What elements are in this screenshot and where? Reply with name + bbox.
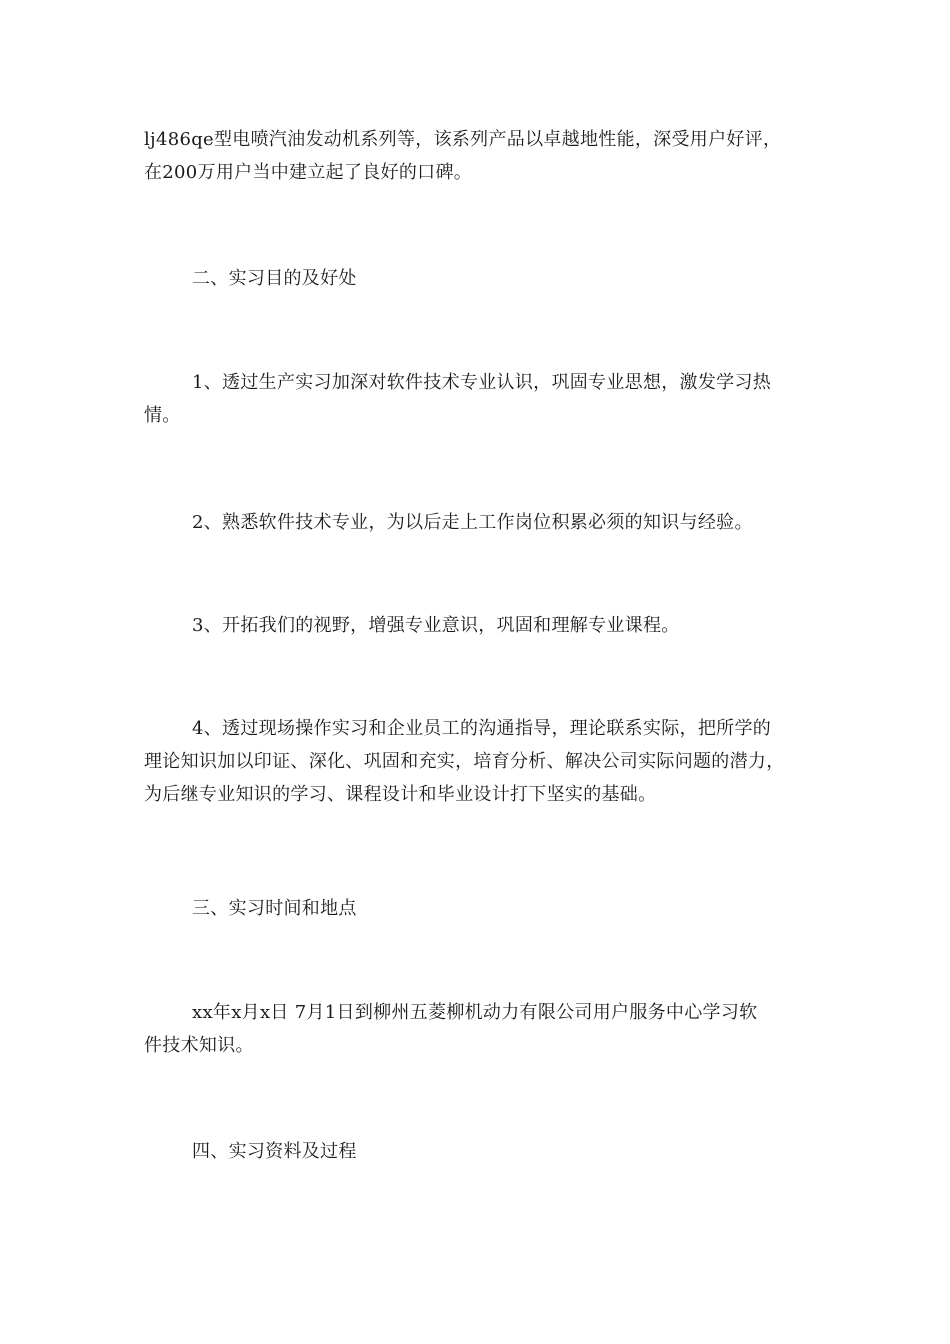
paragraph-line: 4、透过现场操作实习和企业员工的沟通指导，理论联系实际，把所学的	[192, 718, 772, 739]
list-item-2	[144, 506, 814, 539]
heading-text: 四、实习资料及过程	[192, 1141, 357, 1162]
paragraph-line: 为后继专业知识的学习、课程设计和毕业设计打下坚实的基础。	[144, 784, 657, 805]
list-item-3	[144, 609, 814, 642]
section-heading-purpose	[144, 262, 814, 295]
heading-text: 二、实习目的及好处	[192, 268, 357, 289]
section-heading-content-process	[144, 1135, 814, 1168]
paragraph-line: 2、熟悉软件技术专业，为以后走上工作岗位积累必须的知识与经验。	[192, 512, 753, 533]
paragraph-time-place	[144, 996, 814, 1062]
heading-text: 三、实习时间和地点	[192, 898, 357, 919]
paragraph-line: 1、透过生产实习加深对软件技术专业认识，巩固专业思想，激发学习热	[192, 372, 772, 393]
paragraph-line: 理论知识加以印证、深化、巩固和充实，培育分析、解决公司实际问题的潜力，	[144, 751, 785, 772]
paragraph-line: lj486qe型电喷汽油发动机系列等，该系列产品以卓越地性能，深受用户好评，	[144, 129, 782, 150]
list-item-1	[144, 366, 814, 432]
section-heading-time-place	[144, 892, 814, 925]
paragraph-line: 情。	[144, 405, 181, 426]
paragraph-line: 在200万用户当中建立起了良好的口碑。	[144, 162, 473, 183]
paragraph-line: xx年x月x日 7月1日到柳州五菱柳机动力有限公司用户服务中心学习软	[192, 1002, 758, 1023]
paragraph-product-intro	[144, 123, 814, 189]
paragraph-line: 件技术知识。	[144, 1035, 254, 1056]
paragraph-line: 3、开拓我们的视野，增强专业意识，巩固和理解专业课程。	[192, 615, 680, 636]
list-item-4	[144, 712, 814, 811]
